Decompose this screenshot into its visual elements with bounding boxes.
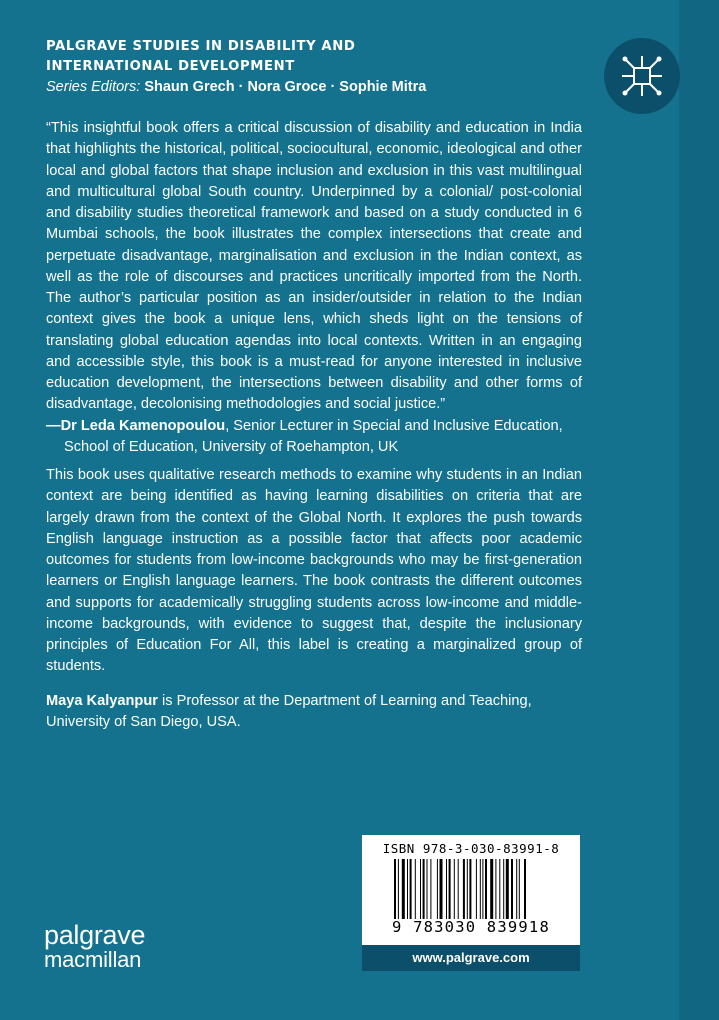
series-editors-label: Series Editors:	[46, 79, 141, 95]
series-logo	[604, 38, 680, 114]
attribution-name: —Dr Leda Kamenopoulou	[46, 417, 226, 434]
book-summary: This book uses qualitative research methods to examine why students in an Indian context are being identified as having learning disabilities on criteria that are largely drawn from the context of the Global North. It explores the push towards English language instruction as a possible factor that affects poor academic outcomes for students from low-income backgrounds who may be first-generation learners or English language learners. The book contrasts the different outcomes and supports for academically struggling students across low-income and middle-income backgrounds, with evidence to suggest that, despite the inclusionary principles of Education For All, this label is creating a marginalized group of students.	[46, 467, 582, 675]
isbn-barcode	[362, 835, 580, 945]
attribution-org: School of Education, University of Roehampton, UK	[64, 438, 399, 455]
quote-text: “This insightful book offers a critical discussion of disability and education in India that highlights the historical, political, sociocultural, economic, ideological and other local and global factors that shape inclusion and exclusion in this vast multilingual and multicultural global South country. Underpinned by a colonial/ post-colonial and disability studies theoretical framework and based on a study conducted in 6 Mumbai schools, the book illustrates the complex intersections that create and perpetuate disadvantage, marginalisation and exclusion in the Indian context, as well as the role of discourses and practices uncritically imported from the North. The author’s particular position as an insider/outsider in relation to the Indian context gives the book a unique lens, which sheds light on the tensions of translating global education agendas into local contexts. Written in an engaging and accessible style, this book is a must-read for anyone interested in inclusive education development, the intersections between disability and other forms of disadvantage, decolonising methodologies and social justice.”	[46, 120, 582, 413]
quote-attribution	[46, 416, 582, 459]
series-editors	[46, 77, 466, 97]
publisher-website[interactable]: www.palgrave.com	[362, 945, 580, 971]
publisher-logo	[44, 922, 145, 972]
endorsement-quote	[46, 118, 582, 458]
author-bio	[46, 691, 582, 734]
publisher-logo-line2: macmillan	[44, 947, 142, 972]
author-description: is Professor at the Department of Learning and Teaching, University of San Diego, USA.	[46, 693, 532, 731]
barcode-bars	[394, 859, 550, 919]
series-title-line1: PALGRAVE STUDIES IN DISABILITY AND	[46, 39, 356, 54]
attribution-role: , Senior Lecturer in Special and Inclusive Education,	[225, 417, 563, 434]
series-header	[46, 37, 466, 97]
author-name: Maya Kalyanpur	[46, 693, 158, 709]
series-editors-names: Shaun Grech · Nora Groce · Sophie Mitra	[140, 79, 427, 95]
palgrave-network-icon	[617, 51, 667, 101]
publisher-logo-line1: palgrave	[44, 920, 146, 950]
isbn-label: ISBN 978-3-030-83991-8	[382, 841, 560, 856]
series-title-line2: INTERNATIONAL DEVELOPMENT	[46, 58, 295, 74]
barcode-digits: 9 783030 839918	[392, 918, 550, 936]
book-spine-edge	[679, 0, 719, 1020]
